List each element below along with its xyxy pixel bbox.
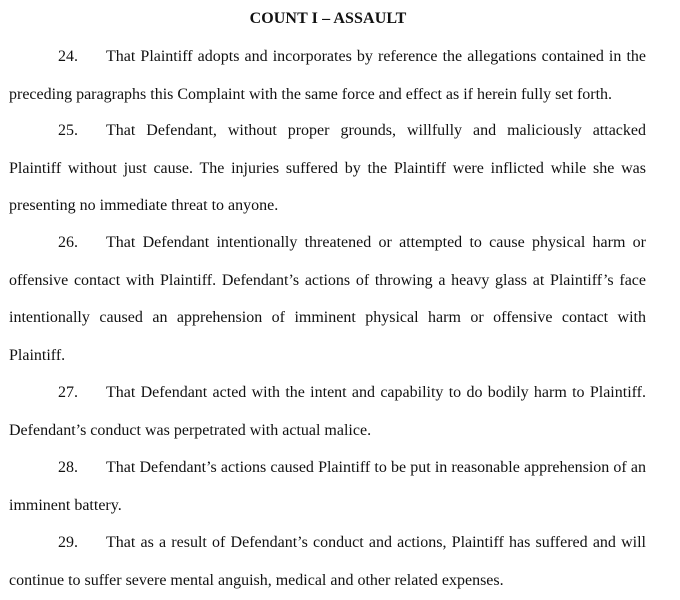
- paragraph-number: 24.: [58, 48, 78, 65]
- paragraph-text: That Defendant’s actions caused Plaintiff to be put in reasonable apprehension of an imminent battery.: [9, 459, 646, 514]
- paragraph-text: That Defendant, without proper grounds, willfully and maliciously attacked Plaintiff without just cause. The injuries suffered by the Plaintiff were inflicted while she was presenting no immediate threat to anyone.: [9, 122, 646, 214]
- paragraph-24: [9, 38, 646, 113]
- paragraph-28: [9, 449, 646, 524]
- paragraph-number: 29.: [58, 534, 78, 551]
- count-heading: COUNT I – ASSAULT: [249, 10, 407, 27]
- paragraph-text: That Defendant acted with the intent and capability to do bodily harm to Plaintiff. Defendant’s conduct was perpetrated with actual malice.: [9, 384, 646, 439]
- paragraph-text: That as a result of Defendant’s conduct and actions, Plaintiff has suffered and will continue to suffer severe mental anguish, medical and other related expenses.: [9, 534, 646, 589]
- paragraph-29: [9, 524, 646, 599]
- paragraph-number: 28.: [58, 459, 78, 476]
- paragraph-text: That Plaintiff adopts and incorporates by reference the allegations contained in the preceding paragraphs this Complaint with the same force and effect as if herein fully set forth.: [9, 48, 646, 103]
- paragraph-26: [9, 224, 646, 374]
- paragraph-27: [9, 374, 646, 449]
- paragraph-number: 25.: [58, 122, 78, 139]
- paragraph-number: 26.: [58, 234, 78, 251]
- paragraph-text: That Defendant intentionally threatened or attempted to cause physical harm or offensive contact with Plaintiff. Defendant’s actions of throwing a heavy glass at Plaintiff’s face intentionally caused an apprehension of imminent physical harm or offensive contact with Plaintiff.: [9, 234, 646, 364]
- paragraph-25: [9, 112, 646, 225]
- paragraph-number: 27.: [58, 384, 78, 401]
